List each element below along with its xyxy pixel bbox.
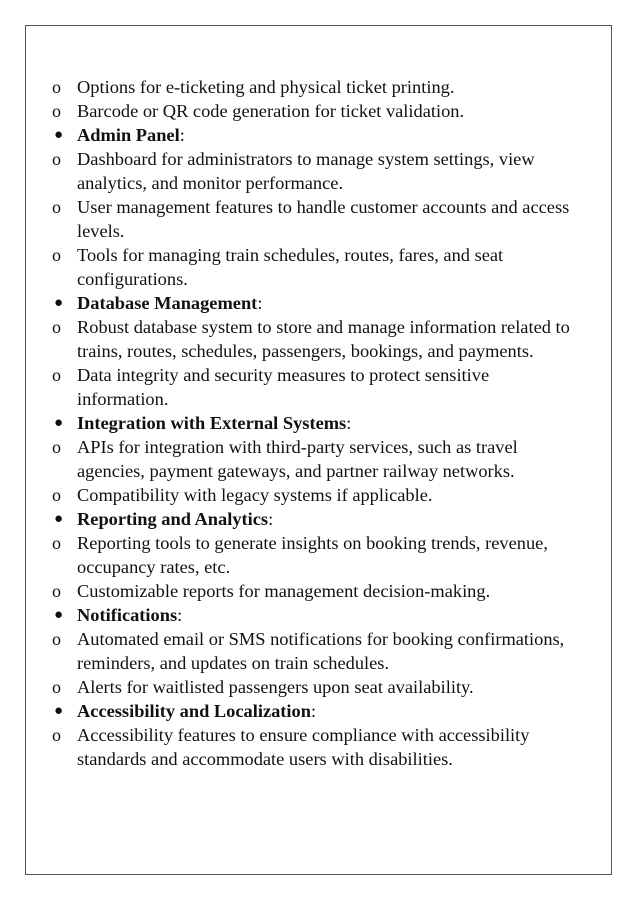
section-heading: Accessibility and Localization bbox=[77, 701, 311, 721]
circle-bullet-icon: o bbox=[52, 629, 61, 649]
list-item bbox=[52, 675, 582, 699]
list-item-text: Accessibility features to ensure compliance with accessibility standards and accommodate users with disabilities. bbox=[77, 725, 530, 769]
circle-bullet-icon: o bbox=[52, 365, 61, 385]
disc-bullet-icon: ● bbox=[54, 127, 64, 143]
circle-bullet-icon: o bbox=[52, 101, 61, 121]
circle-bullet-icon: o bbox=[52, 437, 61, 457]
heading-colon: : bbox=[268, 509, 274, 529]
list-item bbox=[52, 723, 582, 771]
section-heading-item bbox=[52, 603, 582, 627]
disc-bullet-icon: ● bbox=[54, 607, 64, 623]
list-item bbox=[52, 243, 582, 291]
circle-bullet-icon: o bbox=[52, 677, 61, 697]
circle-bullet-icon: o bbox=[52, 197, 61, 217]
document-body bbox=[52, 75, 582, 771]
section-heading-item bbox=[52, 699, 582, 723]
list-item bbox=[52, 579, 582, 603]
list-item bbox=[52, 99, 582, 123]
heading-colon: : bbox=[257, 293, 263, 313]
heading-colon: : bbox=[177, 605, 183, 625]
disc-bullet-icon: ● bbox=[54, 511, 64, 527]
section-heading: Database Management bbox=[77, 293, 258, 313]
list-item-text: Alerts for waitlisted passengers upon seat availability. bbox=[77, 677, 474, 697]
heading-colon: : bbox=[310, 701, 317, 721]
list-item-text: Automated email or SMS notifications for booking confirmations, reminders, and updates on train schedules. bbox=[77, 629, 565, 673]
list-item-text: Compatibility with legacy systems if applicable. bbox=[77, 485, 433, 505]
list-item-text: Robust database system to store and manage information related to trains, routes, schedules, passengers, bookings, and payments. bbox=[77, 317, 570, 361]
circle-bullet-icon: o bbox=[52, 149, 61, 169]
list-item bbox=[52, 435, 582, 483]
list-item-text: APIs for integration with third-party services, such as travel agencies, payment gateways, and partner railway networks. bbox=[77, 437, 518, 481]
circle-bullet-icon: o bbox=[52, 581, 61, 601]
disc-bullet-icon: ● bbox=[54, 703, 64, 719]
circle-bullet-icon: o bbox=[52, 77, 61, 97]
disc-bullet-icon: ● bbox=[54, 415, 64, 431]
list-item bbox=[52, 483, 582, 507]
circle-bullet-icon: o bbox=[52, 533, 61, 553]
circle-bullet-icon: o bbox=[52, 485, 61, 505]
list-item-text: Data integrity and security measures to protect sensitive information. bbox=[77, 365, 490, 409]
section-heading: Integration with External Systems bbox=[77, 413, 347, 433]
list-item-text: Tools for managing train schedules, routes, fares, and seat configurations. bbox=[77, 245, 504, 289]
list-item-text: Barcode or QR code generation for ticket validation. bbox=[77, 101, 465, 121]
list-item-text: Customizable reports for management decision-making. bbox=[77, 581, 491, 601]
section-heading-item bbox=[52, 123, 582, 147]
list-item bbox=[52, 363, 582, 411]
list-item-text: Dashboard for administrators to manage system settings, view analytics, and monitor performance. bbox=[77, 149, 535, 193]
list-item-text: User management features to handle customer accounts and access levels. bbox=[77, 197, 570, 241]
section-heading: Reporting and Analytics bbox=[77, 509, 269, 529]
circle-bullet-icon: o bbox=[52, 317, 61, 337]
section-heading-item bbox=[52, 507, 582, 531]
list-item bbox=[52, 147, 582, 195]
section-heading: Admin Panel bbox=[77, 125, 180, 145]
list-item bbox=[52, 75, 582, 99]
section-heading-item bbox=[52, 411, 582, 435]
list-item bbox=[52, 627, 582, 675]
section-heading-item bbox=[52, 291, 582, 315]
section-heading: Notifications bbox=[77, 605, 178, 625]
list-item-text: Reporting tools to generate insights on booking trends, revenue, occupancy rates, etc. bbox=[77, 533, 548, 577]
list-item bbox=[52, 195, 582, 243]
list-item bbox=[52, 531, 582, 579]
heading-colon: : bbox=[179, 125, 185, 145]
disc-bullet-icon: ● bbox=[54, 295, 64, 311]
list-item bbox=[52, 315, 582, 363]
list-item-text: Options for e-ticketing and physical ticket printing. bbox=[77, 77, 455, 97]
circle-bullet-icon: o bbox=[52, 725, 61, 745]
heading-colon: : bbox=[346, 413, 352, 433]
circle-bullet-icon: o bbox=[52, 245, 61, 265]
